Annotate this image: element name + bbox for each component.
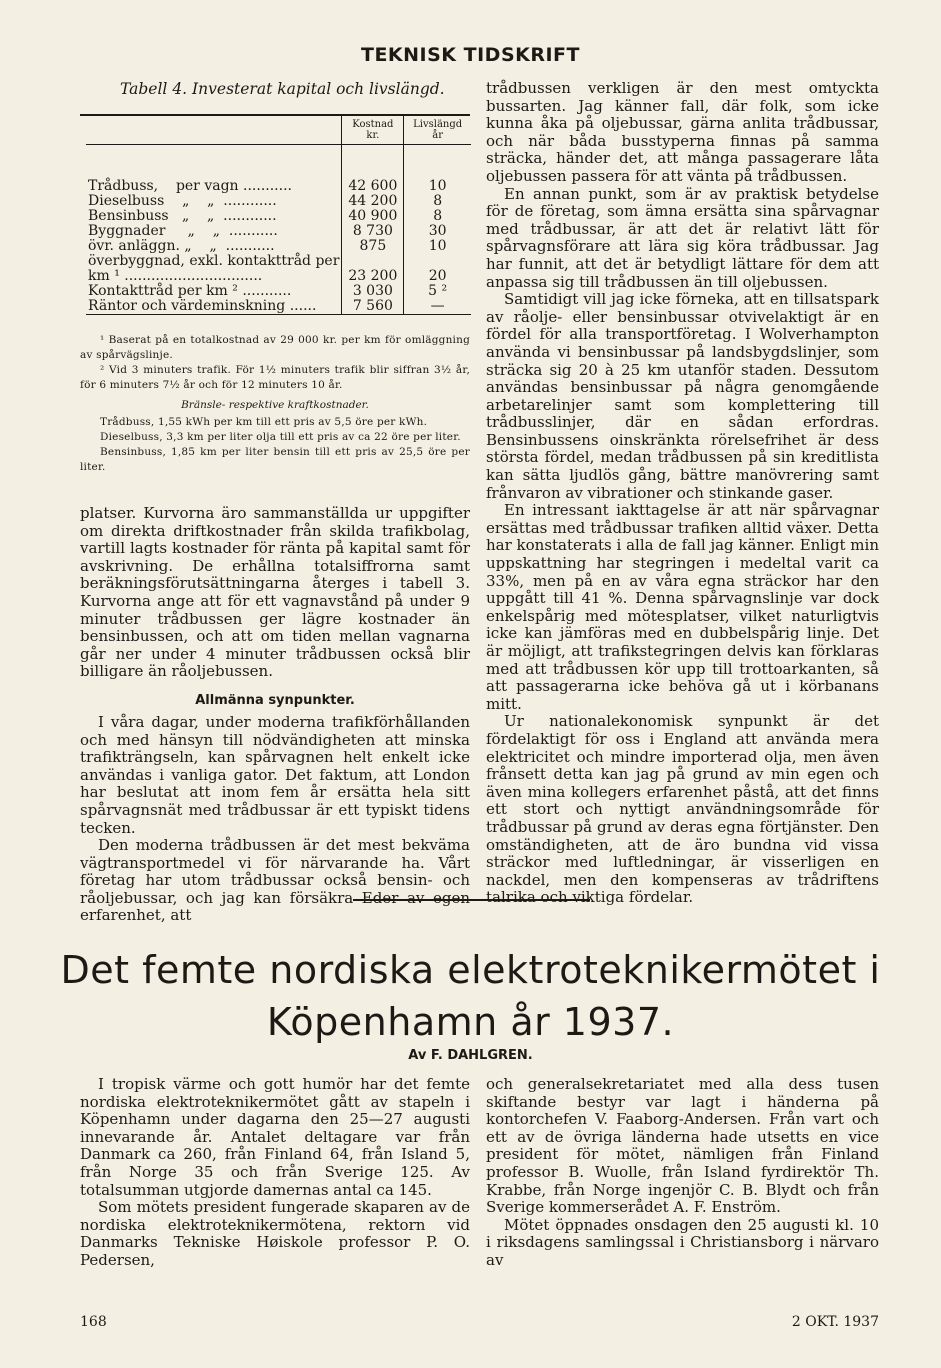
- table-footnotes: [80, 333, 470, 475]
- article-paragraph-4: Mötet öppnades onsdagen den 25 augusti kl. 10 i riksdagens samlingssal i Christiansborg i närvaro av: [486, 1215, 879, 1269]
- article-left-column: [80, 1076, 470, 1270]
- table-row: km ¹ ............................... 23 200 20: [86, 269, 471, 284]
- table-row: Kontakttråd per km ² ........... 3 030 5 ²: [86, 284, 471, 299]
- right-paragraph-4: En intressant iakttagelse är att när spårvagnar ersättas med trådbussar trafiken alltid växer. Detta har konstaterats i alla de fall jag känner. Enligt min uppskattning har stegringen i medeltal varit ca 33%, men på en av våra egna sträckor har den uppgått till 41 %. Denna spårvagnslinje var dock enkelspårig med mötesplatser, vilket naturligtvis icke kan jämföras med en dubbelspårig linje. Det är möjligt, att trafikstegringen delvis kan förklaras med att trådbussen kör upp till trottoarkanten, så att passagerarna icke behöva gå ut i körbanans mitt.: [486, 501, 879, 713]
- footnote-1: ¹ Baserat på en totalkostnad av 29 000 kr. per km för omläggning av spårvägslinje.: [80, 334, 470, 361]
- right-paragraph-2: En annan punkt, som är av praktisk betydelse för de företag, som ämna ersätta sina spårvagnar med trådbussar, är att det är relativt lätt för spårvagnsförare att lära sig köra trådbussar. Jag har funnit, att det är betydligt lättare för dem att anpassa sig till trådbussen än till oljebussen.: [486, 184, 879, 291]
- right-column-top: [486, 80, 879, 907]
- issue-date: 2 OKT. 1937: [791, 1314, 879, 1330]
- table-caption: Tabell 4. Investerat kapital och livslängd.: [120, 80, 445, 98]
- left-column-top: [80, 80, 470, 925]
- table-row: Dieselbuss „ „ ............ 44 200 8: [86, 194, 471, 209]
- investment-table: [86, 116, 471, 315]
- fuel-note-3: Bensinbuss, 1,85 km per liter bensin till ett pris av 25,5 öre per liter.: [80, 446, 470, 473]
- article-right-column: [486, 1076, 879, 1270]
- table-row: övr. anläggn. „ „ ........... 875 10: [86, 239, 471, 254]
- left-paragraph-2: I våra dagar, under moderna trafikförhållanden och med hänsyn till nödvändigheten att minska trafikträngseln, kan spårvagnen helt enkelt icke användas i vanliga gator. Det faktum, att London har beslutat att inom fem år ersätta hela sitt spårvagnsnät med trådbussar är ett typiskt tidens tecken.: [80, 712, 470, 837]
- fuel-heading: Bränsle- respektive kraftkostnader.: [181, 399, 369, 411]
- right-paragraph-5: Ur nationalekonomisk synpunkt är det fördelaktigt för oss i England att använda mera elektricitet och mindre importerad olja, men även frånsett detta kan jag på grund av min egen och även mina kollegers erfarenhet påstå, att det finns ett stort och nyttigt användningsområde för trådbussar på grund av deras egna förtjänster. Den omständigheten, att de äro bundna vid vissa sträckor med luftledningar, är visserligen en nackdel, men den kompenseras av trådriftens talrika och viktiga fördelar.: [486, 712, 879, 907]
- life-header: Livslängd år: [404, 116, 471, 145]
- table-row: Räntor och värdeminskning ...... 7 560 —: [86, 299, 471, 315]
- table-row: Byggnader „ „ ........... 8 730 30: [86, 224, 471, 239]
- label-header: [86, 116, 342, 145]
- table-row: överbyggnad, exkl. kontakttråd per: [86, 254, 471, 269]
- article-byline: Av F. DAHLGREN.: [408, 1048, 533, 1063]
- right-paragraph-3: Samtidigt vill jag icke förneka, att en tillsatspark av råolje- eller bensinbussar otvivelaktigt är en fördel för alla transportföretag. I Wolverhampton använda vi bensinbussar på landsbygdslinjer, som sträcka sig 20 à 25 km utanför staden. Dessutom användas bensinbussar på några genomgående arbetarelinjer samt som komplettering till trådbusslinjer, där en sådan erfordras. Bensinbussens oinskränkta rörelsefrihet är dess största fördel, medan trådbussen på sin kreditlista kan sätta ljudlös gång, bättre manövrering samt frånvaron av vibrationer och stinkande gaser.: [486, 290, 879, 502]
- article-headline: Det femte nordiska elektroteknikermötet i Köpenhamn år 1937.: [60, 948, 881, 1044]
- section-separator: [353, 899, 590, 901]
- left-paragraph-3: Den moderna trådbussen är det mest bekväma vägtransportmedel vi för närvarande ha. Vårt företag har utom trådbussar också bensin- och råoljebussar, och jag kan försäkra Eder av egen erfarenhet, att: [80, 836, 470, 925]
- article-paragraph-2: Som mötets president fungerade skaparen av de nordiska elektroteknikermötena, rektorn vid Danmarks Tekniske Høiskole professor P. O. Pedersen,: [80, 1198, 470, 1269]
- page-number: 168: [80, 1314, 107, 1330]
- right-paragraph-1: trådbussen verkligen är den mest omtyckta bussarten. Jag känner fall, där folk, som icke kunna åka på oljebussar, gärna anlita trådbussar, och när båda busstyperna finnas på samma sträcka, händer det, att många passagerare låta oljebussen passera för att vänta på trådbussen.: [486, 79, 879, 185]
- left-paragraph-1: platser. Kurvorna äro sammanställda ur uppgifter om direkta driftkostnader från skilda trafikbolag, vartill lagts kostnader för ränta på kapital samt för avskrivning. De erhållna totalsiffrorna samt beräkningsförutsättningarna återges i tabell 3. Kurvorna ange att för ett vagnavstånd på under 9 minuter trådbussen ger lägre kostnader än bensinbussen, och att om tiden mellan vagnarna går ner under 4 minuter trådbussen också blir billigare än råoljebussen.: [80, 504, 470, 681]
- article-paragraph-3: och generalsekretariatet med alla dess tusen skiftande bestyr var lagt i händerna på kontorchefen V. Faaborg-Andersen. Från vart och ett av de övriga länderna hade utsetts en vice president för mötet, nämligen från Finland professor B. Wuolle, från Island fyrdirektör Th. Krabbe, från Norge ingenjör C. B. Blydt och från Sverige kommerserådet A. F. Enström.: [486, 1075, 879, 1217]
- fuel-note-2: Dieselbuss, 3,3 km per liter olja till ett pris av ca 22 öre per liter.: [100, 431, 461, 443]
- table-row: Bensinbuss „ „ ............ 40 900 8: [86, 209, 471, 224]
- fuel-note-1: Trådbuss, 1,55 kWh per km till ett pris av 5,5 öre per kWh.: [100, 416, 428, 428]
- cost-header: Kostnad kr.: [342, 116, 404, 145]
- journal-title: TEKNISK TIDSKRIFT: [360, 44, 580, 66]
- footnote-2: ² Vid 3 minuters trafik. För 1½ minuters trafik blir siffran 3½ år, för 6 minuters 7½ år och för 12 minuters 10 år.: [80, 364, 470, 391]
- table-row: Trådbuss, per vagn ........... 42 600 10: [86, 179, 471, 194]
- article-paragraph-1: I tropisk värme och gott humör har det femte nordiska elektroteknikermötet gått av stapeln i Köpenhamn under dagarna den 25—27 augusti innevarande år. Antalet deltagare var från Danmark ca 260, från Finland 64, från Island 5, från Norge 35 och från Sverige 125. Av totalsumman utgjorde damernas antal ca 145.: [80, 1075, 470, 1199]
- section-subheading: Allmänna synpunkter.: [195, 692, 355, 708]
